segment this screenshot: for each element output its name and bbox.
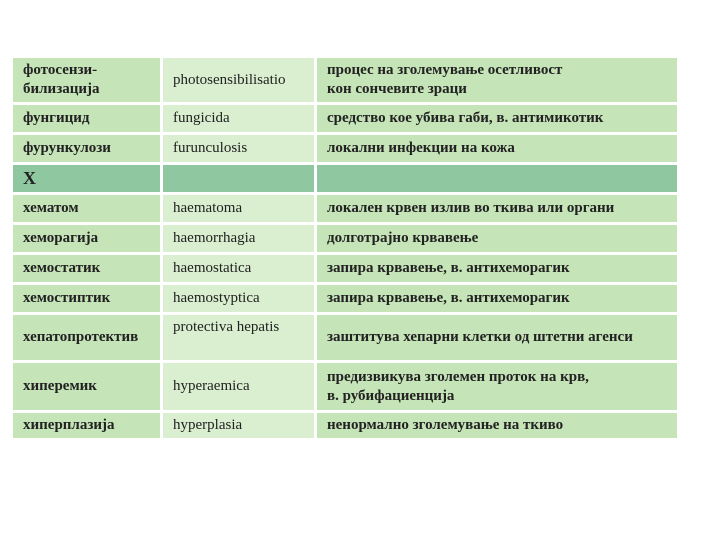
latin-cell: haemostyptica	[163, 285, 317, 315]
section-letter: Х	[13, 165, 163, 195]
definition-cell: локални инфекции на кожа	[317, 135, 677, 165]
table-row	[13, 105, 677, 135]
term-cell: фотосензи- билизација	[13, 58, 163, 105]
table-row	[13, 135, 677, 165]
definition-cell: локален крвен излив во ткива или органи	[317, 195, 677, 225]
definition-cell: процес на зголемување осетливост кон сончевите зраци	[317, 58, 677, 105]
definition-cell: запира крвавење, в. антихеморагик	[317, 255, 677, 285]
definition-cell: заштитува хепарни клетки од штетни агенси	[317, 315, 677, 363]
definition-cell: средство кое убива габи, в. антимикотик	[317, 105, 677, 135]
term-cell: хиперплазија	[13, 413, 163, 441]
definition-cell: ненормално зголемување на ткиво	[317, 413, 677, 441]
latin-cell	[163, 165, 317, 195]
table-row	[13, 58, 677, 105]
latin-cell: hyperplasia	[163, 413, 317, 441]
term-cell: фурункулози	[13, 135, 163, 165]
definition-cell: долготрајно крвавење	[317, 225, 677, 255]
table-row	[13, 255, 677, 285]
table-row	[13, 315, 677, 363]
term-cell: хепатопротектив	[13, 315, 163, 363]
term-cell: хемостатик	[13, 255, 163, 285]
latin-cell: protectiva hepatis	[163, 315, 317, 363]
latin-cell: haemorrhagia	[163, 225, 317, 255]
term-cell: хематом	[13, 195, 163, 225]
table-row	[13, 225, 677, 255]
term-cell: фунгицид	[13, 105, 163, 135]
table-row	[13, 285, 677, 315]
section-header-row	[13, 165, 677, 195]
definition-cell: запира крвавење, в. антихеморагик	[317, 285, 677, 315]
definition-cell	[317, 165, 677, 195]
table-row	[13, 413, 677, 441]
term-cell: хиперемик	[13, 363, 163, 413]
latin-cell: photosensibilisatio	[163, 58, 317, 105]
table-row	[13, 363, 677, 413]
table-row	[13, 195, 677, 225]
definition-cell: предизвикува зголемен проток на крв, в. рубифациенција	[317, 363, 677, 413]
latin-cell: furunculosis	[163, 135, 317, 165]
latin-cell: hyperaemica	[163, 363, 317, 413]
latin-cell: fungicida	[163, 105, 317, 135]
term-cell: хеморагија	[13, 225, 163, 255]
latin-cell: haematoma	[163, 195, 317, 225]
latin-cell: haemostatica	[163, 255, 317, 285]
glossary-table	[13, 58, 677, 441]
term-cell: хемостиптик	[13, 285, 163, 315]
